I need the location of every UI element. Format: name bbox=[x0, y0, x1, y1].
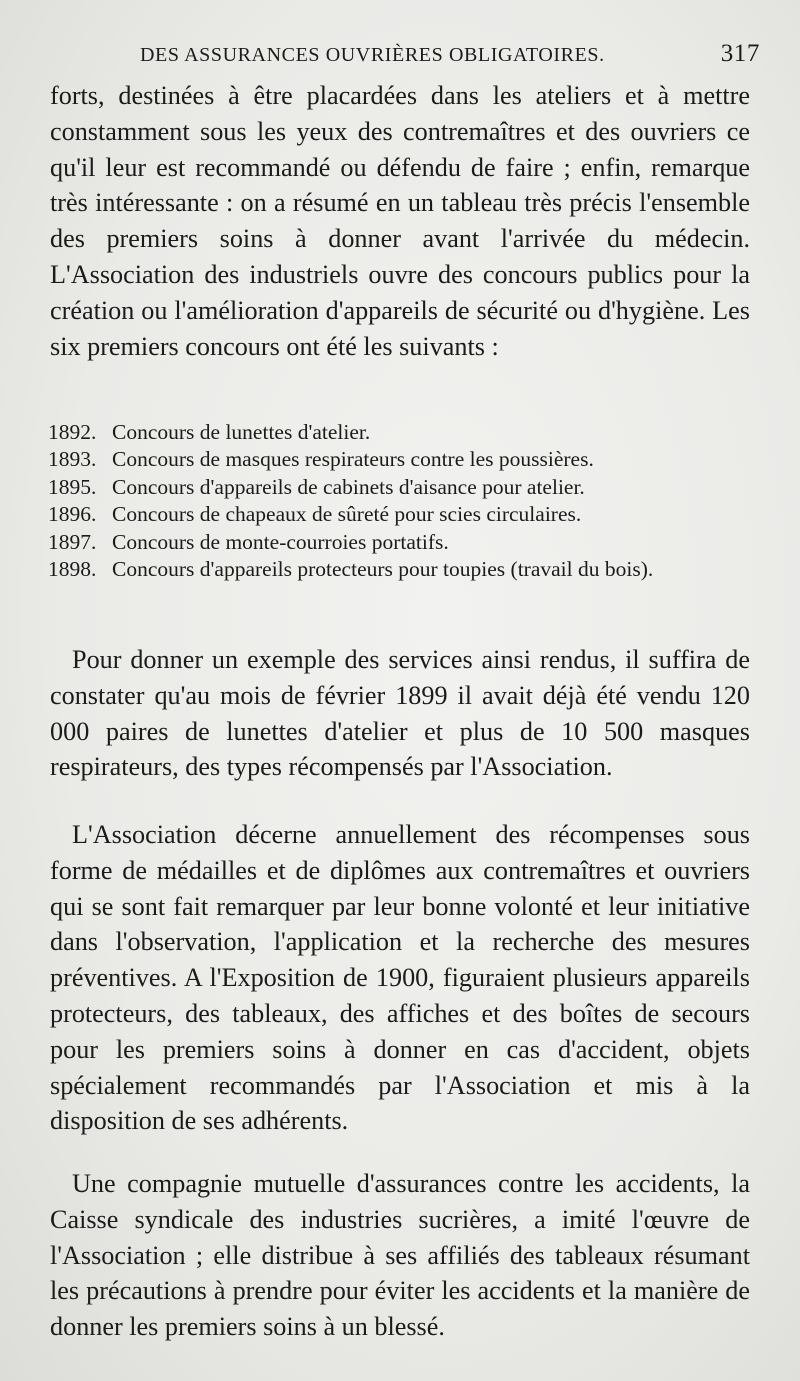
competition-text: Concours d'appareils protecteurs pour toupies (travail du bois). bbox=[112, 557, 654, 582]
paragraph-safety-posters: forts, destinées à être placardées dans les ateliers et à mettre constamment sous les yeux des contremaîtres et des ouvriers ce qu'il leur est recommandé ou défendu de faire ; enfin, remarque très intéressante : on a résumé en un tableau très précis l'ensemble des premiers soins à donner avant l'arrivée du médecin. L'Association des industriels ouvre des concours publics pour la création ou l'amélioration d'appareils de sécurité ou d'hygiène. Les six premiers concours ont été les suivants : bbox=[50, 81, 750, 361]
competition-year: 1896. bbox=[48, 502, 97, 527]
competition-item bbox=[48, 501, 750, 528]
competition-text: Concours de lunettes d'atelier. bbox=[112, 420, 371, 444]
competition-year: 1892. bbox=[48, 420, 97, 444]
competition-item bbox=[48, 419, 750, 446]
competition-year: 1895. bbox=[48, 474, 97, 499]
paragraph-mutual-insurance: Une compagnie mutuelle d'assurances contre les accidents, la Caisse syndicale des industries sucrières, a imité l'œuvre de l'Association ; elle distribue à ses affiliés des tableaux résumant les précautions à prendre pour éviter les accidents et la manière de donner les premiers soins à un blessé. bbox=[50, 1169, 750, 1342]
running-title: DES ASSURANCES OUVRIÈRES OBLIGATOIRES. bbox=[140, 44, 605, 66]
competition-item bbox=[48, 529, 750, 556]
running-header bbox=[140, 40, 760, 74]
competition-item bbox=[48, 446, 750, 473]
competition-year: 1893. bbox=[48, 447, 97, 472]
competition-year: 1898. bbox=[48, 557, 97, 582]
paragraph-awards: L'Association décerne annuellement des récompenses sous forme de médailles et de diplômes aux contremaîtres et ouvriers qui se sont fait remarquer par leur bonne volonté et leur initiative dans l'observation, l'application et la recherche des mesures préventives. A l'Exposition de 1900, figuraient plusieurs appareils protecteurs, des tableaux, des affiches et des boîtes de secours pour les premiers soins à donner en cas d'accident, objets spécialement recommandés par l'Association et mis à la disposition de ses adhérents. bbox=[50, 820, 750, 1136]
competition-item bbox=[48, 556, 750, 583]
page-number: 317 bbox=[720, 40, 760, 67]
competition-year: 1897. bbox=[48, 529, 97, 554]
competitions-list bbox=[48, 419, 750, 583]
competition-item bbox=[48, 474, 750, 501]
paragraph-services-example: Pour donner un exemple des services ainsi rendus, il suffira de constater qu'au mois de février 1899 il avait déjà été vendu 120 000 paires de lunettes d'atelier et plus de 10 500 masques respirateurs, des types récompensés par l'Association. bbox=[50, 645, 750, 782]
competition-text: Concours d'appareils de cabinets d'aisance pour atelier. bbox=[112, 474, 585, 499]
competition-text: Concours de monte-courroies portatifs. bbox=[112, 529, 449, 554]
competition-text: Concours de masques respirateurs contre les poussières. bbox=[112, 447, 594, 472]
competition-text: Concours de chapeaux de sûreté pour scies circulaires. bbox=[112, 502, 582, 527]
